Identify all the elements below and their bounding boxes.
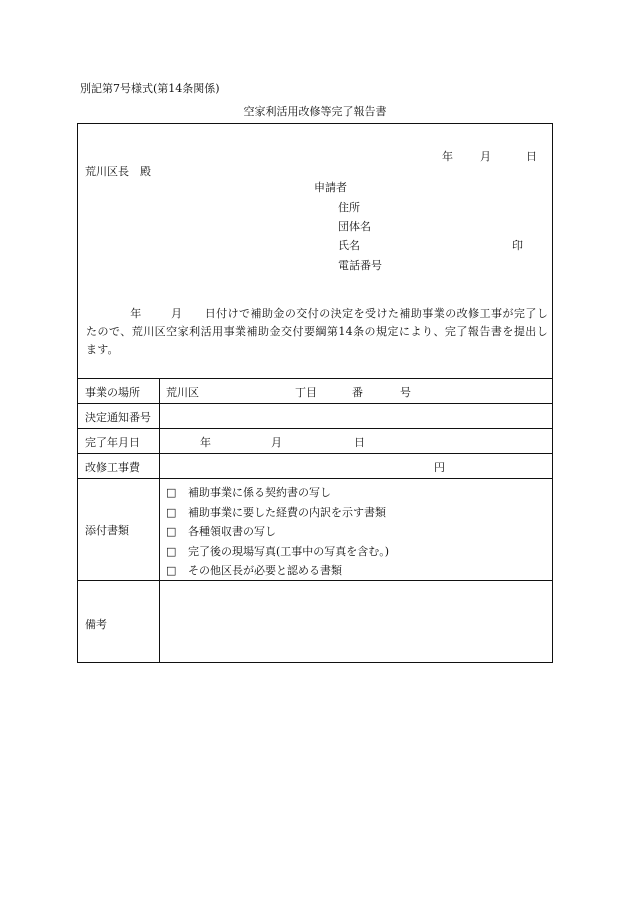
checkbox-icon[interactable]: □ (166, 486, 177, 499)
table-top-rule (78, 378, 552, 379)
applicant-organization-label: 団体名 (338, 220, 371, 233)
statement-month-label: 月 (170, 307, 183, 320)
date-year-label: 年 (442, 150, 453, 163)
location-ward: 荒川区 (166, 386, 199, 399)
checkbox-icon[interactable]: □ (166, 564, 177, 577)
statement-text: 日付けで補助金の交付の決定を受けた補助事業の改修工事が完了したので、荒川区空家利活用事業補助金交付要綱第14条の規定により、完了報告書を提出します。 (86, 307, 549, 356)
row-divider (78, 580, 552, 581)
attachment-item (166, 523, 276, 539)
location-label: 事業の場所 (85, 386, 140, 399)
report-form (77, 123, 553, 663)
label-column-divider (159, 378, 160, 663)
completion-year-label: 年 (200, 436, 211, 449)
completion-date-label: 完了年月日 (85, 436, 140, 449)
checkbox-icon[interactable]: □ (166, 525, 177, 538)
attachment-item (166, 484, 331, 500)
completion-day-label: 日 (354, 436, 365, 449)
row-divider (78, 478, 552, 479)
date-month-label: 月 (480, 150, 491, 163)
cost-label: 改修工事費 (85, 461, 140, 474)
attachment-item (166, 504, 386, 520)
attachment-item-label: 補助事業に要した経費の内訳を示す書類 (188, 506, 386, 519)
attachment-item-label: その他区長が必要と認める書類 (188, 564, 342, 577)
location-ban-label: 番 (352, 386, 363, 399)
document-title: 空家利活用改修等完了報告書 (243, 105, 387, 118)
completion-month-label: 月 (271, 436, 282, 449)
decision-number-label: 決定通知番号 (85, 411, 151, 424)
addressee: 荒川区長 殿 (85, 165, 151, 178)
row-divider (78, 403, 552, 404)
remarks-label: 備考 (85, 618, 107, 631)
attachment-item-label: 補助事業に係る契約書の写し (188, 486, 331, 499)
attachment-item-label: 各種領収書の写し (188, 525, 276, 538)
statement-year-label: 年 (130, 307, 142, 320)
attachment-item-label: 完了後の現場写真(工事中の写真を含む。) (188, 545, 390, 558)
applicant-name-label: 氏名 (338, 239, 360, 252)
seal-mark: 印 (512, 239, 523, 252)
location-chome-label: 丁目 (295, 386, 317, 399)
checkbox-icon[interactable]: □ (166, 545, 177, 558)
cost-unit: 円 (434, 461, 445, 474)
attachment-item (166, 543, 389, 559)
applicant-phone-label: 電話番号 (338, 259, 382, 272)
attachment-item (166, 562, 342, 578)
row-divider (78, 453, 552, 454)
applicant-label: 申請者 (314, 181, 347, 194)
report-statement (86, 305, 548, 359)
row-divider (78, 428, 552, 429)
location-go-label: 号 (400, 386, 411, 399)
attachments-label: 添付書類 (85, 524, 129, 537)
applicant-address-label: 住所 (338, 201, 360, 214)
form-reference: 別記第7号様式(第14条関係) (80, 82, 220, 95)
date-day-label: 日 (526, 150, 537, 163)
checkbox-icon[interactable]: □ (166, 506, 177, 519)
